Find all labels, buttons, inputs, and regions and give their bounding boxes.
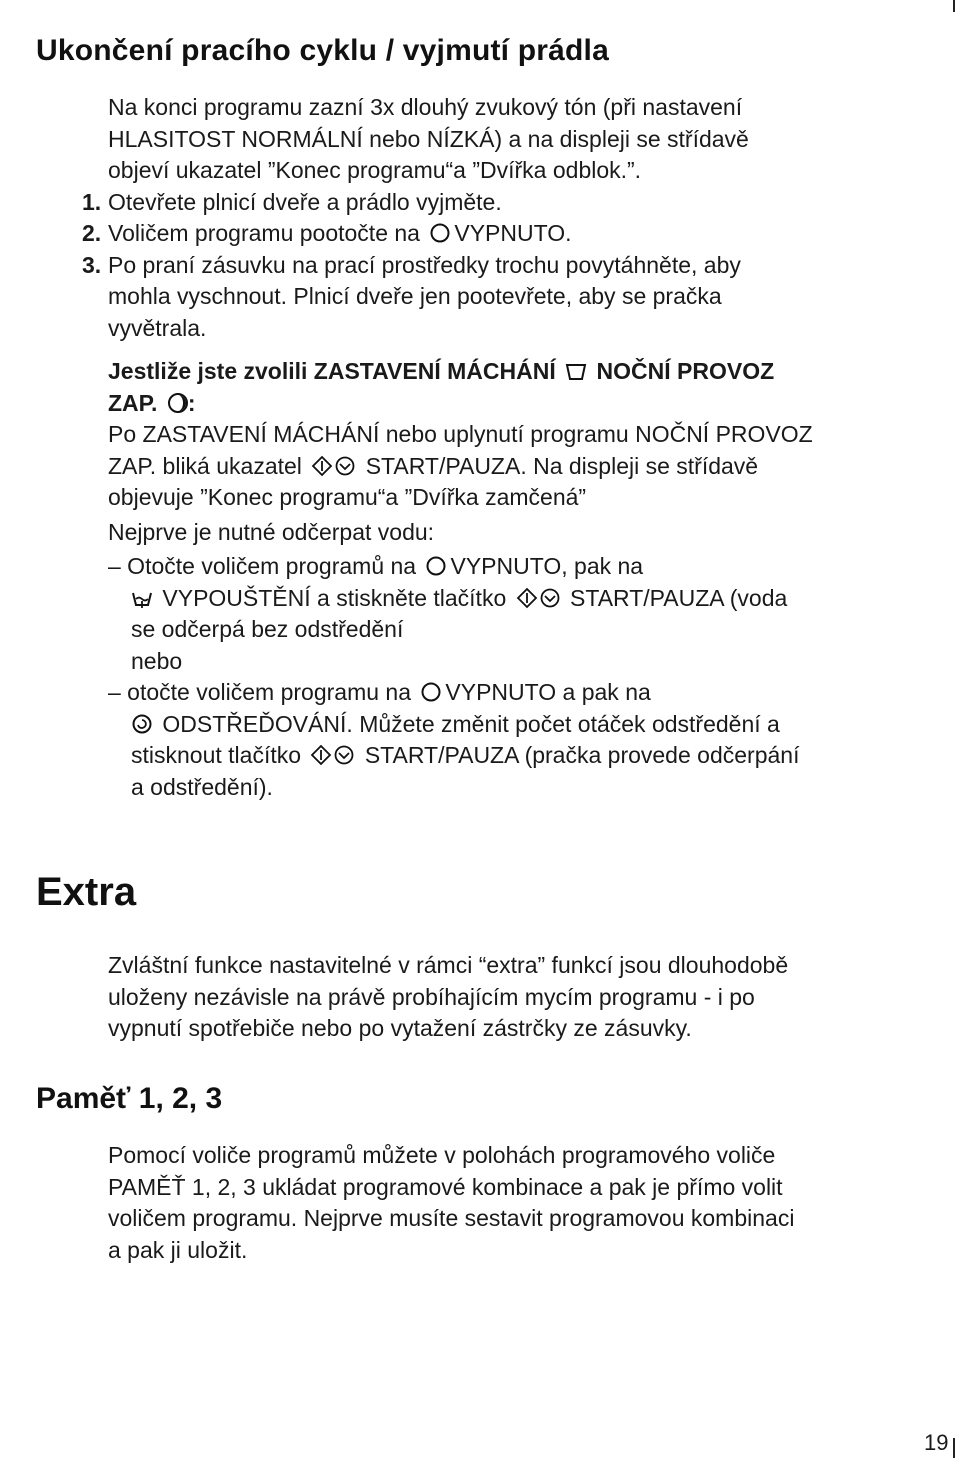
intro-line: objeví ukazatel ”Konec programu“a ”Dvířka odblok.”. (108, 157, 642, 183)
bold-condition: Jestliže jste zvolili ZASTAVENÍ MÁCHÁNÍ NOČNÍ PROVOZ (108, 358, 775, 384)
paragraph-line: vypnutí spotřebiče nebo po vytažení zástrčky ze zásuvky. (108, 1015, 692, 1041)
start-pause-icon-2 (539, 587, 561, 609)
bold-condition-cont: ZAP. : (108, 389, 196, 416)
section-title-extra: Extra (36, 870, 137, 914)
night-mode-icon (167, 392, 189, 414)
rinse-hold-icon (565, 360, 587, 382)
off-circle-icon (420, 681, 442, 703)
dash-item-1-cont: VYPOUŠTĚNÍ a stiskněte tlačítko START/PAUZA (voda (108, 583, 928, 615)
paragraph-line: PAMĚŤ 1, 2, 3 ukládat programové kombinace a pak je přímo volit (108, 1173, 783, 1200)
paragraph-line: Pomocí voliče programů můžete v polohách programového voliče (108, 1142, 776, 1168)
paragraph-line: Zvláštní funkce nastavitelné v rámci “extra” funkcí jsou dlouhodobě (108, 952, 789, 978)
step-number: 2. (82, 220, 102, 246)
dash-item-2-cont: a odstředění). (131, 773, 273, 800)
extra-text (108, 950, 928, 1045)
step-2: 2. Voličem programu pootočte na VYPNUTO. (82, 218, 928, 250)
page-corner-mark (953, 0, 955, 12)
step-1: 1. Otevřete plnicí dveře a prádlo vyjměte. (82, 187, 928, 219)
start-pause-icon (516, 587, 538, 609)
dash-item-2: – otočte voličem programu na VYPNUTO a pak na (108, 679, 651, 705)
start-pause-icon (310, 744, 332, 766)
paragraph-line: objevuje ”Konec programu“a ”Dvířka zamčená” (108, 484, 587, 510)
paragraph-line: Po ZASTAVENÍ MÁCHÁNÍ nebo uplynutí programu NOČNÍ PROVOZ (108, 421, 813, 447)
intro-line: HLASITOST NORMÁLNÍ nebo NÍZKÁ) a na displeji se střídavě (108, 125, 749, 152)
step-3-cont: mohla vyschnout. Plnicí dveře jen pootevřete, aby se pračka (108, 283, 722, 309)
section-title-end-of-cycle: Ukončení pracího cyklu / vyjmutí prádla (36, 34, 609, 67)
start-pause-icon (311, 455, 333, 477)
off-circle-icon (429, 222, 451, 244)
dash-item-1: – Otočte voličem programů na VYPNUTO, pak na (108, 553, 644, 579)
end-of-cycle-text (82, 92, 928, 803)
start-pause-icon-2 (334, 455, 356, 477)
page-corner-mark-bottom (953, 1438, 955, 1458)
drain-icon (131, 587, 153, 609)
step-3-cont: vyvětrala. (108, 314, 207, 341)
section-title-memory: Paměť 1, 2, 3 (36, 1082, 223, 1115)
paragraph-line: ZAP. bliká ukazatel START/PAUZA. Na displeji se střídavě (108, 452, 759, 479)
dash-item-2-cont: stisknout tlačítko START/PAUZA (pračka provede odčerpání (131, 742, 800, 768)
dash-item-2-cont: ODSTŘEĎOVÁNÍ. Můžete změnit počet otáček odstředění a (108, 709, 928, 741)
step-number: 1. (82, 188, 102, 215)
intro-line: Na konci programu zazní 3x dlouhý zvukový tón (při nastavení (108, 94, 743, 120)
paragraph-line: uloženy nezávisle na právě probíhajícím mycím programu - i po (108, 983, 755, 1010)
drain-intro: Nejprve je nutné odčerpat vodu: (108, 518, 435, 545)
step-3: 3. Po praní zásuvku na prací prostředky trochu povytáhněte, aby (82, 250, 928, 282)
paragraph-line: a pak ji uložit. (108, 1236, 248, 1263)
spin-icon (131, 713, 153, 735)
step-number: 3. (82, 251, 102, 278)
memory-text (108, 1140, 928, 1266)
dash-item-1-cont: nebo (131, 647, 183, 674)
off-circle-icon (425, 555, 447, 577)
page-number: 19 (924, 1430, 949, 1455)
start-pause-icon-2 (333, 744, 355, 766)
dash-item-1-cont: se odčerpá bez odstředění (131, 616, 404, 642)
paragraph-line: voličem programu. Nejprve musíte sestavit programovou kombinaci (108, 1205, 795, 1231)
